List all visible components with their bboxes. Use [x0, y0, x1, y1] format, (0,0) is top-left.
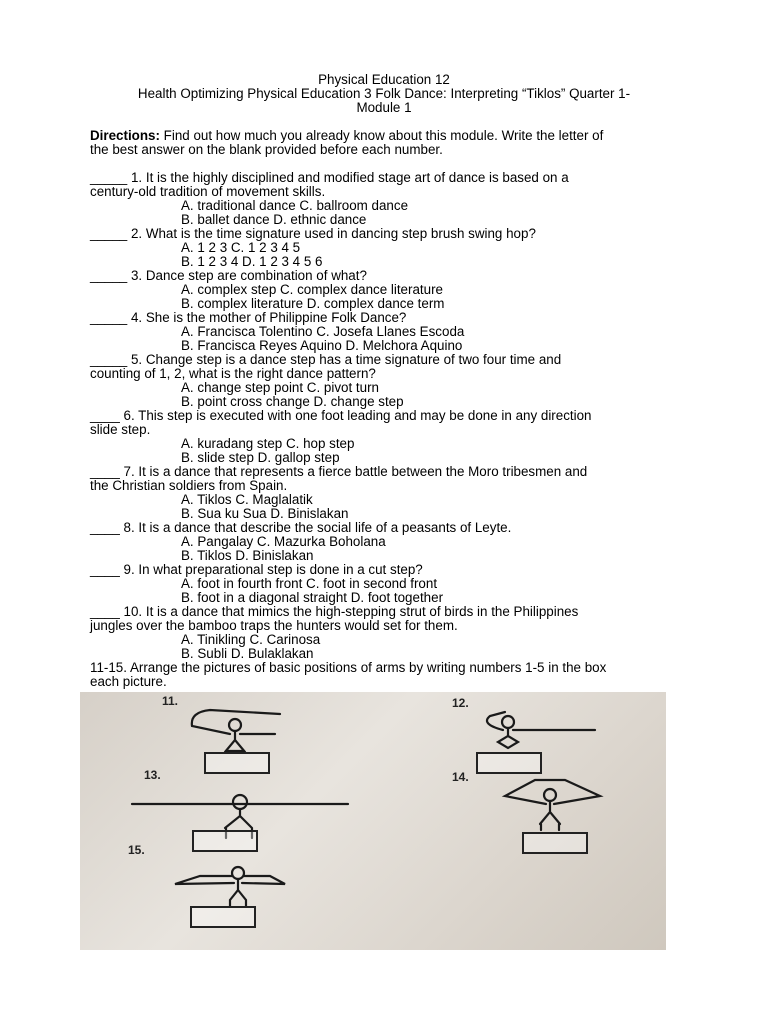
question-7-choices-1: A. Tiklos C. Maglalatik: [181, 492, 313, 507]
figure-15-stick: [175, 867, 285, 906]
question-5-choices-1: A. change step point C. pivot turn: [181, 380, 380, 395]
question-4-text: _____ 4. She is the mother of Philippine Folk Dance?: [90, 310, 407, 325]
question-3-choices-1: A. complex step C. complex dance literature: [181, 282, 443, 297]
question-4-choices-1: A. Francisca Tolentino C. Josefa Llanes Escoda: [181, 324, 465, 339]
figure-14-answer-box[interactable]: [522, 832, 588, 854]
question-6-choices-2: B. slide step D. gallop step: [181, 450, 340, 465]
arrange-instructions-line1: 11-15. Arrange the pictures of basic positions of arms by writing numbers 1-5 in the box: [90, 660, 607, 675]
question-8-choices-2: B. Tiklos D. Binislakan: [181, 548, 314, 563]
question-3-text: _____ 3. Dance step are combination of what?: [90, 268, 367, 283]
figure-11-label: 11.: [162, 694, 179, 708]
arm-positions-drawing: [80, 692, 666, 950]
figure-14-stick: [505, 780, 600, 830]
question-6-text-cont: slide step.: [90, 422, 151, 437]
question-7-text: ____ 7. It is a dance that represents a fierce battle between the Moro tribesmen and: [90, 464, 588, 479]
question-7-choices-2: B. Sua ku Sua D. Binislakan: [181, 506, 349, 521]
figure-15-label: 15.: [128, 843, 145, 857]
question-6-text: ____ 6. This step is executed with one foot leading and may be done in any direction: [90, 408, 592, 423]
directions-line1: [90, 129, 603, 143]
page-subtitle-line2: Module 1: [356, 100, 412, 115]
question-5-choices-2: B. point cross change D. change step: [181, 394, 404, 409]
page-title: Physical Education 12: [318, 72, 450, 87]
figure-11-answer-box[interactable]: [204, 752, 270, 774]
figure-14-label: 14.: [452, 770, 469, 784]
figure-15-answer-box[interactable]: [190, 906, 256, 928]
directions-label: Directions:: [90, 128, 160, 143]
question-1-text: _____ 1. It is the highly disciplined and modified stage art of dance is based on a: [90, 170, 569, 185]
question-10-choices-2: B. Subli D. Bulaklakan: [181, 646, 314, 661]
question-4-choices-2: B. Francisca Reyes Aquino D. Melchora Aquino: [181, 338, 463, 353]
page-subtitle-line1: Health Optimizing Physical Education 3 Folk Dance: Interpreting “Tiklos” Quarter 1-: [137, 86, 631, 101]
question-10-text-cont: jungles over the bamboo traps the hunters would set for them.: [90, 618, 458, 633]
question-5-text: _____ 5. Change step is a dance step has a time signature of two four time and: [90, 352, 562, 367]
arrange-instructions-line2: each picture.: [90, 674, 167, 689]
question-10-choices-1: A. Tinikling C. Carinosa: [181, 632, 321, 647]
figure-12-label: 12.: [452, 696, 469, 710]
figure-11-stick: [192, 710, 280, 752]
question-9-choices-1: A. foot in fourth front C. foot in second front: [181, 576, 438, 591]
question-1-choices-2: B. ballet dance D. ethnic dance: [181, 212, 367, 227]
figure-12-stick: [487, 712, 595, 748]
question-8-choices-1: A. Pangalay C. Mazurka Boholana: [181, 534, 386, 549]
question-9-text: ____ 9. In what preparational step is done in a cut step?: [90, 562, 423, 577]
question-8-text: ____ 8. It is a dance that describe the social life of a peasants of Leyte.: [90, 520, 512, 535]
figure-12-answer-box[interactable]: [476, 752, 542, 774]
question-7-text-cont: the Christian soldiers from Spain.: [90, 478, 288, 493]
question-10-text: ____ 10. It is a dance that mimics the high-stepping strut of birds in the Philippines: [90, 604, 579, 619]
question-9-choices-2: B. foot in a diagonal straight D. foot together: [181, 590, 444, 605]
question-2-choices-2: B. 1 2 3 4 D. 1 2 3 4 5 6: [181, 254, 323, 269]
figure-13-answer-box[interactable]: [192, 830, 258, 852]
arm-positions-photo: [80, 692, 666, 950]
question-2-choices-1: A. 1 2 3 C. 1 2 3 4 5: [181, 240, 301, 255]
directions-line2: the best answer on the blank provided before each number.: [90, 142, 443, 157]
directions-text: Find out how much you already know about this module. Write the letter of: [159, 128, 604, 143]
question-6-choices-1: A. kuradang step C. hop step: [181, 436, 355, 451]
figure-13-label: 13.: [144, 768, 161, 782]
question-1-text-cont: century-old tradition of movement skills.: [90, 184, 326, 199]
question-2-text: _____ 2. What is the time signature used in dancing step brush swing hop?: [90, 226, 536, 241]
question-1-choices-1: A. traditional dance C. ballroom dance: [181, 198, 409, 213]
question-3-choices-2: B. complex literature D. complex dance term: [181, 296, 445, 311]
question-5-text-cont: counting of 1, 2, what is the right dance pattern?: [90, 366, 376, 381]
